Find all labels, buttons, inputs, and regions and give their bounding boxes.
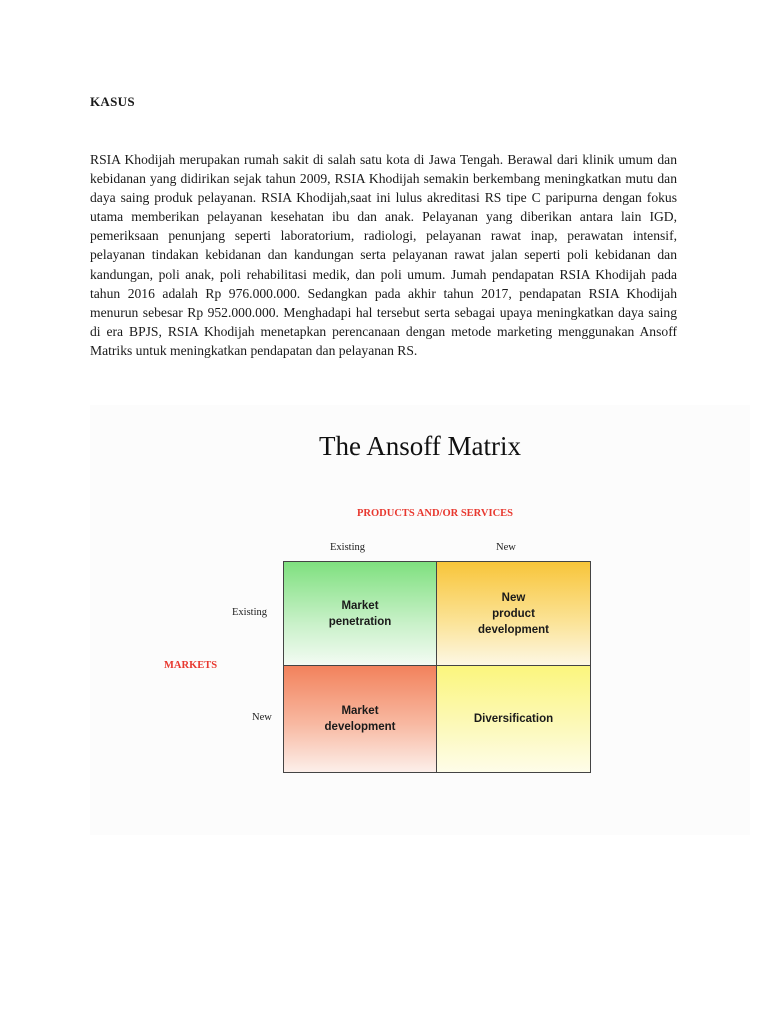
case-heading: KASUS [90, 94, 135, 109]
products-axis-label: PRODUCTS AND/OR SERVICES [357, 508, 513, 519]
cell-market-development: Market development [284, 666, 437, 772]
case-paragraph: RSIA Khodijah merupakan rumah sakit di salah satu kota di Jawa Tengah. Berawal dari klinik umum dan kebidanan yang didirikan sejak tahun 2009, RSIA Khodijah semakin berkembang meningkatkan mutu dan daya saing produk pelayanan. RSIA Khodijah,saat ini lulus akreditasi RS tipe C paripurna dengan fokus utama memberikan pelayanan kesehatan ibu dan anak. Pelayanan yang diberikan antara lain IGD, pemeriksaan penunjang seperti laboratorium, radiologi, pelayanan rawat inap, perawatan intensif, pelayanan tindakan kebidanan dan kandungan serta pelayanan rawat jalan seperti poli kebidanan dan kandungan, poli anak, poli rehabilitasi medik, dan poli umum. Jumah pendapatan RSIA Khodijah pada tahun 2016 adalah Rp 976.000.000. Sedangkan pada akhir tahun 2017, pendapatan RSIA Khodijah menurun sebesar Rp 952.000.000. Menghadapi hal tersebut serta sebagai upaya meningkatkan daya saing di era BPJS, RSIA Khodijah menetapkan perencanaan dengan metode marketing menggunakan Ansoff Matriks untuk meningkatkan pendapatan dan pelayanan RS. [90, 152, 677, 358]
row-label-new: New [252, 712, 272, 723]
cell-new-product-development: New product development [437, 562, 590, 666]
ansoff-matrix-figure [90, 405, 750, 835]
figure-title: The Ansoff Matrix [319, 431, 521, 461]
column-label-existing: Existing [330, 542, 366, 553]
cell-market-penetration: Market penetration [284, 562, 437, 666]
cell-diversification: Diversification [437, 666, 590, 772]
markets-axis-label: MARKETS [164, 660, 218, 671]
column-label-new: New [496, 542, 516, 553]
matrix-grid [283, 561, 591, 773]
row-label-existing: Existing [232, 607, 268, 618]
